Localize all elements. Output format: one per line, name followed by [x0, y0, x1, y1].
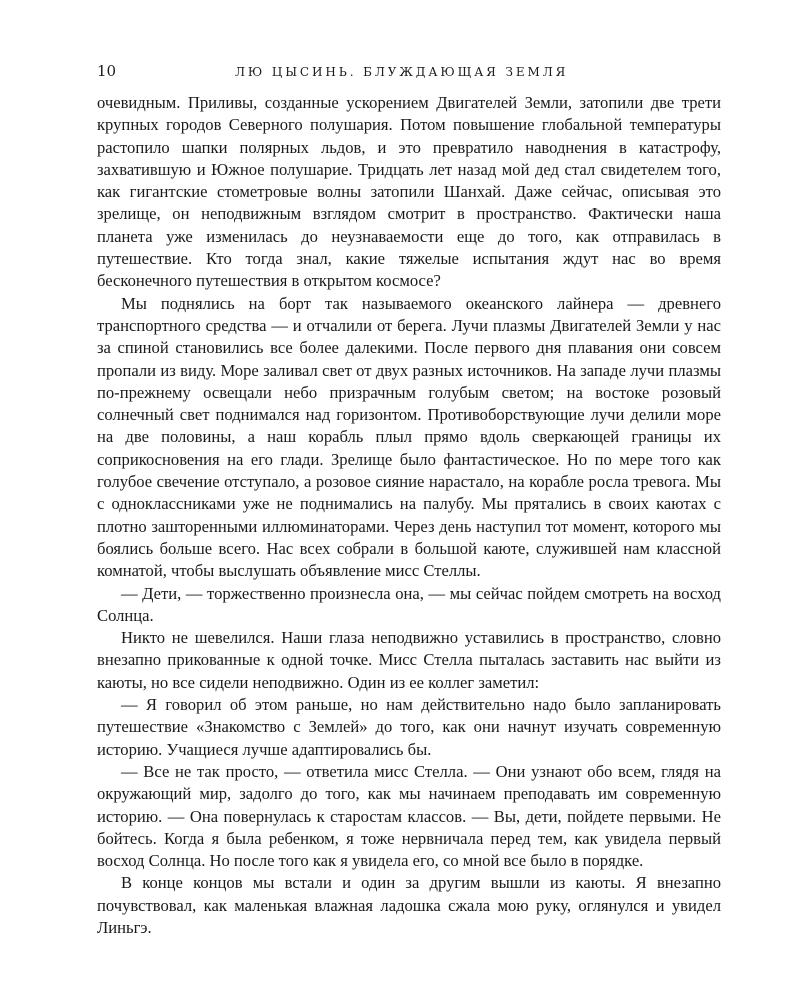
running-title: ЛЮ ЦЫСИНЬ. БЛУЖДАЮЩАЯ ЗЕМЛЯ [235, 65, 569, 79]
dialogue-paragraph: — Все не так просто, — ответила мисс Стелла. — Они узнают обо всем, глядя на окружающий мир, задолго до того, как мы начинаем преподавать им современную историю. — Она повернулась к старостам классов. — Вы, дети, пойдете первыми. Не бойтесь. Когда я была ребенком, я тоже нервничала перед тем, как увидела первый восход Солнца. Но после того как я увидела его, со мной все было в порядке. [97, 761, 721, 871]
paragraph: Никто не шевелился. Наши глаза неподвижно уставились в пространство, словно внезапно прикованные к одной точке. Мисс Стелла пыталась заставить нас выйти из каюты, но все сидели неподвижно. Один из ее коллег заметил: [97, 628, 721, 692]
paragraph: В конце концов мы встали и один за другим вышли из каюты. Я внезапно почувствовал, как маленькая влажная ладошка сжала мою руку, оглянулся и увидел Линьгэ. [97, 873, 721, 937]
paragraph: Мы поднялись на борт так называемого океанского лайнера — древнего транспортного средства — и отчалили от берега. Лучи плазмы Двигателей Земли у нас за спиной становились все более далекими. После первого дня плавания они совсем пропали из виду. Море заливал свет от двух разных источников. На западе лучи плазмы по-прежнему освещали небо призрачным голубым светом; на востоке розовый солнечный свет поднимался над горизонтом. Противоборствующие лучи делили море на две половины, а наш корабль плыл прямо вдоль сверкающей границы их соприкосновения на его глади. Зрелище было фантастическое. Но по мере того как голубое свечение отступало, а розовое сияние нарастало, на корабле росла тревога. Мы с одноклассниками уже не поднимались на палубу. Мы прятались в своих каютах с плотно зашторенными иллюминаторами. Через день наступил тот момент, которого мы боялись больше всего. Нас всех собрали в большой каюте, служившей нам классной комнатой, чтобы выслушать объявление мисс Стеллы. [97, 293, 721, 581]
body-text [97, 92, 721, 939]
dialogue-paragraph: — Я говорил об этом раньше, но нам действительно надо было запланировать путешествие «Знакомство с Землей» до того, как они начнут изучать современную историю. Учащиеся лучше адаптировались бы. [97, 695, 721, 759]
paragraph-continuation: очевидным. Приливы, созданные ускорением Двигателей Земли, затопили две трети крупных городов Северного полушария. Потом повышение глобальной температуры растопило шапки полярных льдов, и это превратило наводнения в катастрофу, захватившую и Южное полушарие. Тридцать лет назад мой дед стал свидетелем того, как гигантские стометровые волны затопили Шанхай. Даже сейчас, описывая это зрелище, он неподвижным взглядом смотрит в пространство. Фактически наша планета уже изменилась до неузнаваемости еще до того, как отправилась в путешествие. Кто тогда знал, какие тяжелые испытания ждут нас во время бесконечного путешествия в открытом космосе? [97, 93, 721, 291]
page-number: 10 [97, 62, 117, 80]
page-header [97, 62, 721, 82]
dialogue-paragraph: — Дети, — торжественно произнесла она, — мы сейчас пойдем смотреть на восход Солнца. [97, 583, 721, 625]
